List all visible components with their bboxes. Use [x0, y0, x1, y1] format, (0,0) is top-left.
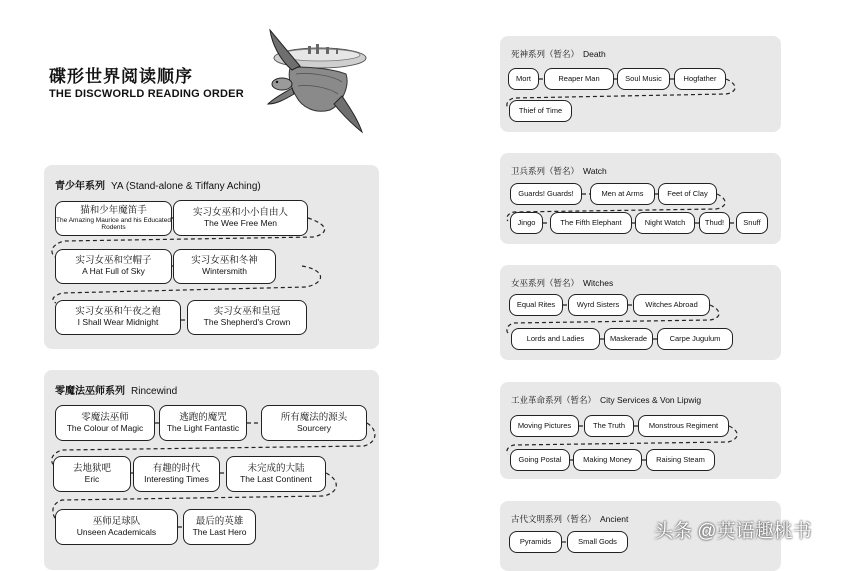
panel-ancient-title: 古代文明系列（暂名） Ancient: [511, 514, 629, 524]
book-card[interactable]: Lords and Ladies: [511, 328, 600, 350]
book-card[interactable]: 最后的英雄 The Last Hero: [183, 509, 256, 545]
book-card[interactable]: Carpe Jugulum: [657, 328, 733, 350]
book-card[interactable]: 实习女巫和小小自由人 The Wee Free Men: [173, 200, 308, 236]
panel-ya: [44, 165, 379, 349]
book-card[interactable]: 实习女巫和午夜之袍 I Shall Wear Midnight: [55, 300, 181, 335]
panel-watch: [500, 153, 781, 244]
book-card[interactable]: Soul Music: [617, 68, 670, 90]
book-card[interactable]: Men at Arms: [590, 183, 655, 205]
panel-rincewind-title: 零魔法巫师系列 Rincewind: [55, 386, 178, 397]
book-card[interactable]: Witches Abroad: [633, 294, 710, 316]
book-card[interactable]: The Truth: [584, 415, 634, 437]
book-card[interactable]: 实习女巫和空帽子 A Hat Full of Sky: [55, 249, 172, 284]
panel-industrial: [500, 382, 781, 479]
book-card[interactable]: Equal Rites: [509, 294, 563, 316]
book-card[interactable]: Reaper Man: [544, 68, 614, 90]
book-card[interactable]: 所有魔法的源头 Sourcery: [261, 405, 367, 441]
book-card[interactable]: 去地狱吧 Eric: [53, 456, 131, 492]
book-card[interactable]: 巫师足球队 Unseen Academicals: [55, 509, 178, 545]
book-card[interactable]: Mort: [508, 68, 539, 90]
book-card[interactable]: 实习女巫和冬神 Wintersmith: [173, 249, 276, 284]
book-card[interactable]: 有趣的时代 Interesting Times: [133, 456, 220, 492]
book-card[interactable]: Small Gods: [567, 531, 628, 553]
panel-death-title: 死神系列（暂名） Death: [511, 49, 606, 59]
book-card[interactable]: Raising Steam: [646, 449, 715, 471]
book-card[interactable]: Snuff: [736, 212, 768, 234]
book-card[interactable]: Maskerade: [604, 328, 653, 350]
book-card[interactable]: Hogfather: [674, 68, 726, 90]
book-card[interactable]: 零魔法巫师 The Colour of Magic: [55, 405, 155, 441]
panel-death: [500, 36, 781, 132]
book-card[interactable]: 未完成的大陆 The Last Continent: [226, 456, 326, 492]
panel-rincewind: [44, 370, 379, 570]
watermark: 头条 @英语趣桃书: [654, 521, 812, 542]
book-card[interactable]: Thief of Time: [509, 100, 572, 122]
panel-industrial-title: 工业革命系列（暂名） City Services & Von Lipwig: [511, 395, 702, 405]
book-card[interactable]: Thud!: [699, 212, 730, 234]
book-card[interactable]: Moving Pictures: [510, 415, 579, 437]
book-card[interactable]: Making Money: [573, 449, 642, 471]
page-subtitle: THE DISCWORLD READING ORDER: [49, 88, 244, 100]
book-card[interactable]: Guards! Guards!: [510, 183, 582, 205]
turtle-illustration: [250, 24, 370, 136]
book-card[interactable]: Feet of Clay: [658, 183, 717, 205]
panel-ya-title: 青少年系列 YA (Stand-alone & Tiffany Aching): [55, 181, 261, 192]
book-card[interactable]: Pyramids: [509, 531, 562, 553]
page-title: 碟形世界阅读顺序: [49, 67, 193, 86]
book-card[interactable]: 实习女巫和皇冠 The Shepherd's Crown: [187, 300, 307, 335]
book-card[interactable]: The Fifth Elephant: [550, 212, 632, 234]
panel-witches: [500, 265, 781, 360]
book-card[interactable]: Wyrd Sisters: [568, 294, 628, 316]
book-card[interactable]: Going Postal: [510, 449, 570, 471]
book-card[interactable]: 逃跑的魔咒 The Light Fantastic: [159, 405, 247, 441]
book-card[interactable]: Night Watch: [635, 212, 695, 234]
panel-witches-title: 女巫系列（暂名） Witches: [511, 278, 614, 288]
book-card[interactable]: 猫和少年魔笛手 The Amazing Maurice and his Educated Rodents: [55, 201, 172, 236]
book-card[interactable]: Jingo: [510, 212, 543, 234]
panel-watch-title: 卫兵系列（暂名） Watch: [511, 166, 607, 176]
book-card[interactable]: Monstrous Regiment: [638, 415, 729, 437]
